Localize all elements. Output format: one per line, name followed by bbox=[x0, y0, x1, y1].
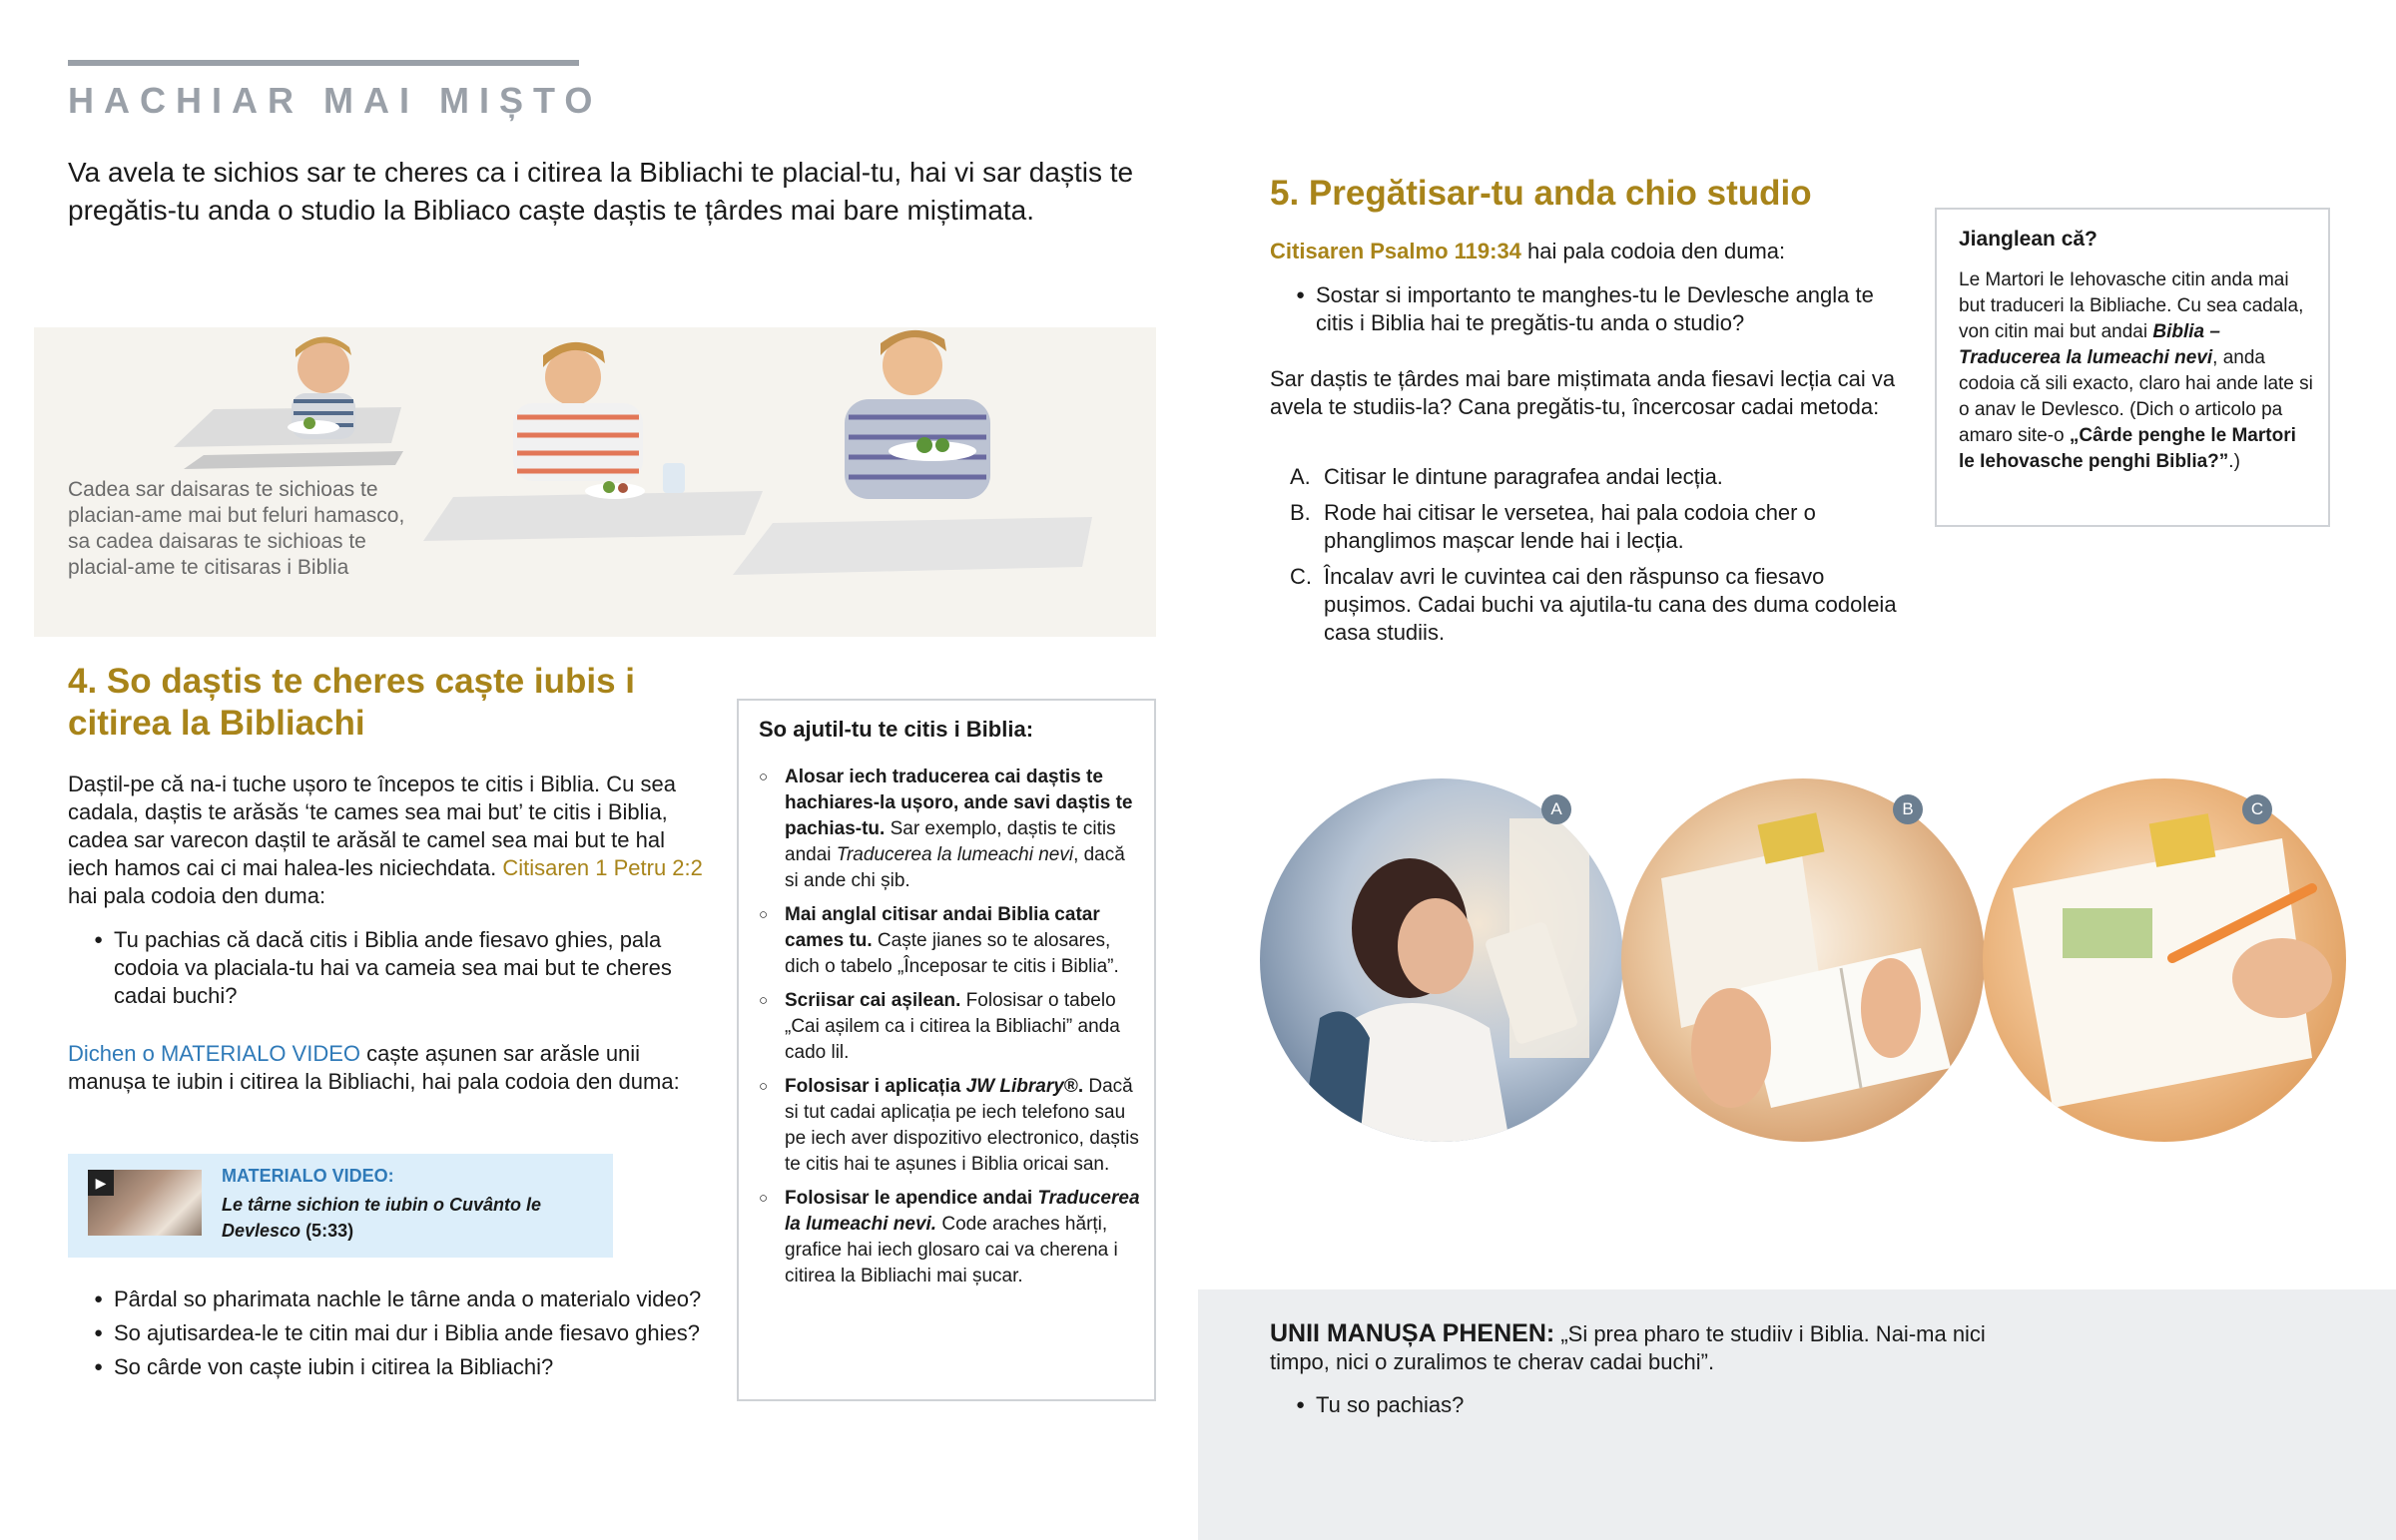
help-item bbox=[759, 1186, 1142, 1289]
video-intro-paragraph bbox=[68, 1040, 707, 1096]
help-box-heading: So ajutil-tu te citis i Biblia: bbox=[759, 717, 1034, 742]
girl-reading-illustration bbox=[1260, 778, 1623, 1142]
section-5-paragraph: Sar daștis te țârdes mai bare miștimata anda fiesavi lecția cai va avela te studiis-la? Cana pregătis-tu, încercosar cadai metoda: bbox=[1270, 366, 1896, 419]
quote-body: „Si prea pharo te studiiv i Biblia. Nai-ma nici timpo, nici o zuralimos te cherav cadai buchi”. bbox=[1270, 1321, 1986, 1374]
highlighting-illustration bbox=[1983, 778, 2346, 1142]
scripture-link-psalmo[interactable]: Citisaren Psalmo 119:34 bbox=[1270, 239, 1521, 263]
section-4-tail: hai pala codoia den duma: bbox=[68, 883, 326, 908]
sidebar-text: , anda codoia că sili exacto, claro hai ande late si o anav le Devlesco. (Dich o articolo pa amaro site-o bbox=[1959, 347, 2313, 446]
method-step bbox=[1290, 463, 1909, 491]
help-item-title: Folosisar le apendice andai bbox=[785, 1188, 1038, 1209]
step-text: Citisar le dintune paragrafea andai lecția. bbox=[1324, 464, 1723, 489]
help-item-title: Alosar iech traducerea cai daștis te hachiares-la ușoro, ande savi daștis te pachias-tu. bbox=[785, 767, 1133, 839]
did-you-know-text bbox=[1959, 267, 2314, 475]
help-item-book-name: Traducerea la lumeachi nevi. bbox=[785, 1188, 1140, 1235]
step-text: Rode hai citisar le versetea, hai pala codoia cher o phanglimos mașcar lende hai i lecția. bbox=[1324, 500, 1816, 553]
help-item-title: Scriisar cai așilean. bbox=[785, 990, 961, 1011]
video-question: ● So cârde von caște iubin i citirea la Bibliachi? bbox=[68, 1353, 707, 1381]
section-4-question bbox=[68, 926, 707, 1016]
quote-question bbox=[1270, 1391, 1909, 1425]
step-letter: C. bbox=[1290, 564, 1312, 589]
help-item-text: Folosisar o tabelo „Cai așilem ca i citirea la Bibliachi” anda cado lil. bbox=[785, 990, 1120, 1063]
video-label: MATERIALO VIDEO: bbox=[222, 1166, 394, 1186]
photo-highlighting-text bbox=[1983, 778, 2346, 1142]
scripture-link-1-petru[interactable]: Citisaren 1 Petru 2:2 bbox=[502, 855, 703, 880]
section-5-reference-line bbox=[1270, 238, 1909, 265]
sidebar-article-link[interactable]: „Cârde penghe le Martori le Iehovasche penghi Biblia?” bbox=[1959, 425, 2296, 472]
help-item-title: Mai anglal citisar andai Biblia catar cames tu. bbox=[785, 904, 1100, 951]
page-header-title: HACHIAR MAI MIȘTO bbox=[68, 80, 603, 121]
question-bullet: ● Tu so pachias? bbox=[1270, 1391, 1909, 1419]
step-text: Încalav avri le cuvintea cai den răspunso ca fiesavo pușimos. Cadai buchi va ajutila-tu cana des duma codoleia casa studiis. bbox=[1324, 564, 1897, 645]
help-item-italic: Traducerea la lumeachi nevi bbox=[836, 844, 1074, 865]
step-letter: A. bbox=[1290, 464, 1311, 489]
bible-and-booklet-illustration bbox=[1621, 778, 1985, 1142]
section-4-heading: 4. So daștis te cheres caște iubis i citirea la Bibliachi bbox=[68, 662, 636, 743]
section-5-heading: 5. Pregătisar-tu anda chio studio bbox=[1270, 174, 1812, 213]
section-5-ref-tail: hai pala codoia den duma: bbox=[1520, 239, 1786, 263]
sidebar-bible-title: Biblia – Traducerea la lumeachi nevi bbox=[1959, 321, 2220, 368]
section-4-paragraph bbox=[68, 770, 707, 910]
video-duration: (5:33) bbox=[300, 1221, 354, 1241]
video-questions bbox=[68, 1285, 707, 1387]
sidebar-text: Le Martori le Iehovasche citin anda mai but traduceri la Bibliache. Cu sea cadala, von citin mai but andai bbox=[1959, 269, 2304, 342]
photo-hands-bible bbox=[1621, 778, 1985, 1142]
help-item-title: Folosisar i aplicația bbox=[785, 1076, 966, 1097]
help-item bbox=[759, 988, 1142, 1066]
help-item-title-tail: ®. bbox=[1063, 1076, 1084, 1097]
step-letter: B. bbox=[1290, 500, 1311, 525]
help-item bbox=[759, 1074, 1142, 1178]
did-you-know-heading: Jianglean că? bbox=[1959, 228, 2097, 251]
play-icon[interactable]: ▶ bbox=[88, 1170, 114, 1196]
section-4-text: Daștil-pe că na-i tuche ușoro te începos te citis i Biblia. Cu sea cadala, daștis te arăsăs ‘te cames sea mai but’ te citis i Biblia, cadea sar varecon daștil te arăsăl te camel sea mai but te hal iech hamos cai ci mai halea-les niciechdata. bbox=[68, 771, 676, 880]
method-steps bbox=[1290, 463, 1909, 655]
intro-paragraph: Va avela te sichios sar te cheres ca i citirea la Bibliachi te placial-tu, hai vi sar daștis te pregătis-tu anda o studio la Bibliaco caște daștis te țârdes mai bare miștimata. bbox=[68, 157, 1134, 226]
quote-label: UNII MANUȘA PHENEN: bbox=[1270, 1319, 1555, 1347]
method-step bbox=[1290, 499, 1909, 555]
question-bullet: ● Sostar si importanto te manghes-tu le Devlesche angla te citis i Biblia hai te pregătis-tu anda o studio? bbox=[1270, 281, 1909, 337]
video-intro-tail: caște așunen sar arăsle unii manușa te iubin i citirea la Bibliachi, hai pala codoia den duma: bbox=[68, 1041, 680, 1094]
help-item-text: Code araches hărți, grafice hai iech glosaro cai va cherena i citirea la Bibliachi mai șucar. bbox=[785, 1214, 1118, 1286]
video-title-text: Le târne sichion te iubin o Cuvânto le Devlesco bbox=[222, 1195, 542, 1241]
help-item-text: Sar exemplo, daștis te citis andai bbox=[785, 818, 1116, 865]
quote-text bbox=[1270, 1319, 2029, 1376]
sidebar-text: .) bbox=[2228, 451, 2240, 472]
photo-badge-a: A bbox=[1541, 794, 1571, 824]
question-bullet: ● Tu pachias că dacă citis i Biblia ande fiesavo ghies, pala codoia va placiala-tu hai va cameia sea mai but te cheres cadai buchi? bbox=[68, 926, 707, 1010]
help-item-app-name: JW Library bbox=[965, 1076, 1064, 1097]
help-item-text: , dacă si ande chi șib. bbox=[785, 844, 1125, 891]
illustration-caption: Cadea sar daisaras te sichioas te placian-ame mai but feluri hamasco, sa cadea daisaras te sichioas te placial-ame te citisaras i Biblia bbox=[68, 478, 405, 579]
photo-badge-c: C bbox=[2242, 794, 2272, 824]
photo-badge-b: B bbox=[1893, 794, 1923, 824]
method-step bbox=[1290, 563, 1909, 647]
header-rule bbox=[68, 60, 579, 66]
help-box-list bbox=[759, 765, 1142, 1297]
help-item-text: Caște jianes so te alosares, dich o tabelo „Începosar te citis i Biblia”. bbox=[785, 930, 1119, 977]
help-item bbox=[759, 902, 1142, 980]
help-item-text: Dacă si tut cadai aplicația pe iech telefono sau pe iech aver dispozitivo electronico, daștis te citis hai te așunes i Biblia oricai san. bbox=[785, 1076, 1139, 1175]
photo-girl-reading bbox=[1260, 778, 1623, 1142]
video-question: ● Pârdal so pharimata nachle le târne anda o materialo video? bbox=[68, 1285, 707, 1313]
video-question: ● So ajutisardea-le te citin mai dur i Biblia ande fiesavo ghies? bbox=[68, 1319, 707, 1347]
video-title[interactable] bbox=[222, 1192, 601, 1244]
video-link[interactable]: Dichen o MATERIALO VIDEO bbox=[68, 1041, 361, 1066]
section-5-question bbox=[1270, 281, 1909, 343]
help-item bbox=[759, 765, 1142, 894]
